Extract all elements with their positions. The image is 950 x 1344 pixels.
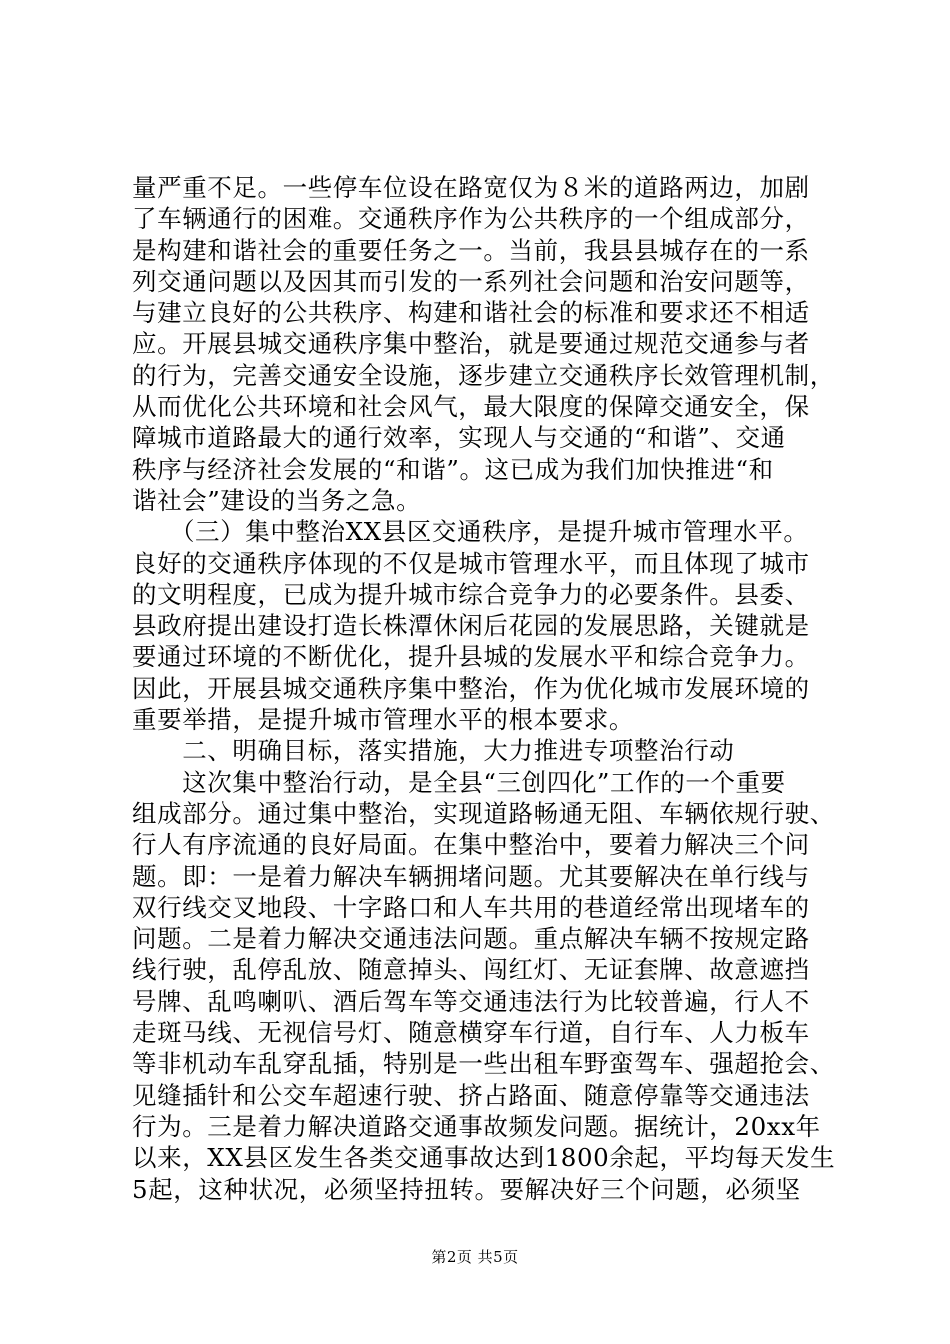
text-line: 线行驶，乱停乱放、随意掉头、闯红灯、无证套牌、故意遮挡 xyxy=(132,955,810,985)
text-line: 从而优化公共环境和社会风气，最大限度的保障交通安全，保 xyxy=(132,392,810,422)
text-line: 因此，开展县城交通秩序集中整治，作为优化城市发展环境的 xyxy=(132,673,810,703)
text-line: 障城市道路最大的通行效率，实现人与交通的“和谐”、交通 xyxy=(132,423,786,453)
text-line: 双行线交叉地段、十字路口和人车共用的巷道经常出现堵车的 xyxy=(132,892,810,922)
text-line: 行人有序流通的良好局面。在集中整治中，要着力解决三个问 xyxy=(132,830,810,860)
text-line: 以来，XX县区发生各类交通事故达到1800余起，平均每天发生 xyxy=(132,1143,836,1173)
text-line: 重要举措，是提升城市管理水平的根本要求。 xyxy=(132,705,634,735)
section-heading-line: 二、明确目标，落实措施，大力推进专项整治行动 xyxy=(132,736,735,766)
text-line: 县政府提出建设打造长株潭休闲后花园的发展思路，关键就是 xyxy=(132,611,810,641)
text-line: 号牌、乱鸣喇叭、酒后驾车等交通违法行为比较普遍，行人不 xyxy=(132,986,810,1016)
text-line: 应。开展县城交通秩序集中整治，就是要通过规范交通参与者 xyxy=(132,329,810,359)
body-text xyxy=(132,172,836,1205)
text-line: 列交通问题以及因其而引发的一系列社会问题和治安问题等， xyxy=(132,266,810,296)
page-number-footer: 第2页 共5页 xyxy=(431,1248,519,1266)
text-line: 组成部分。通过集中整治，实现道路畅通无阻、车辆依规行驶、 xyxy=(132,798,835,828)
text-line: 量严重不足。一些停车位设在路宽仅为８米的道路两边，加剧 xyxy=(132,173,810,202)
text-line: 谐社会”建设的当务之急。 xyxy=(132,485,422,515)
text-line: 行为。三是着力解决道路交通事故频发问题。据统计，20xx年 xyxy=(132,1111,821,1141)
text-line: 这次集中整治行动，是全县“三创四化”工作的一个重要 xyxy=(132,767,786,797)
text-line: 5起，这种状况，必须坚持扭转。要解决好三个问题，必须坚 xyxy=(132,1174,801,1204)
text-line: 良好的交通秩序体现的不仅是城市管理水平，而且体现了城市 xyxy=(132,548,810,578)
text-line: 了车辆通行的困难。交通秩序作为公共秩序的一个组成部分， xyxy=(132,204,810,234)
text-line: 是构建和谐社会的重要任务之一。当前，我县县城存在的一系 xyxy=(132,235,810,265)
text-line: 问题。二是着力解决交通违法问题。重点解决车辆不按规定路 xyxy=(132,924,810,954)
text-line: 的行为，完善交通安全设施，逐步建立交通秩序长效管理机制， xyxy=(132,360,835,390)
text-line: 与建立良好的公共秩序、构建和谐社会的标准和要求还不相适 xyxy=(132,298,810,328)
text-line: 见缝插针和公交车超速行驶、挤占路面、随意停靠等交通违法 xyxy=(132,1080,810,1110)
section-heading-line: （三）集中整治XX县区交通秩序，是提升城市管理水平。 xyxy=(132,517,809,547)
text-line: 等非机动车乱穿乱插，特别是一些出租车野蛮驾车、强超抢会、 xyxy=(132,1049,835,1079)
text-line: 题。即：一是着力解决车辆拥堵问题。尤其要解决在单行线与 xyxy=(132,861,810,891)
text-line: 要通过环境的不断优化，提升县城的发展水平和综合竞争力。 xyxy=(132,642,810,672)
text-line: 走斑马线、无视信号灯、随意横穿车行道，自行车、人力板车 xyxy=(132,1018,810,1048)
text-line: 的文明程度，已成为提升城市综合竞争力的必要条件。县委、 xyxy=(132,579,810,609)
text-line: 秩序与经济社会发展的“和谐”。这已成为我们加快推进“和 xyxy=(132,454,774,484)
